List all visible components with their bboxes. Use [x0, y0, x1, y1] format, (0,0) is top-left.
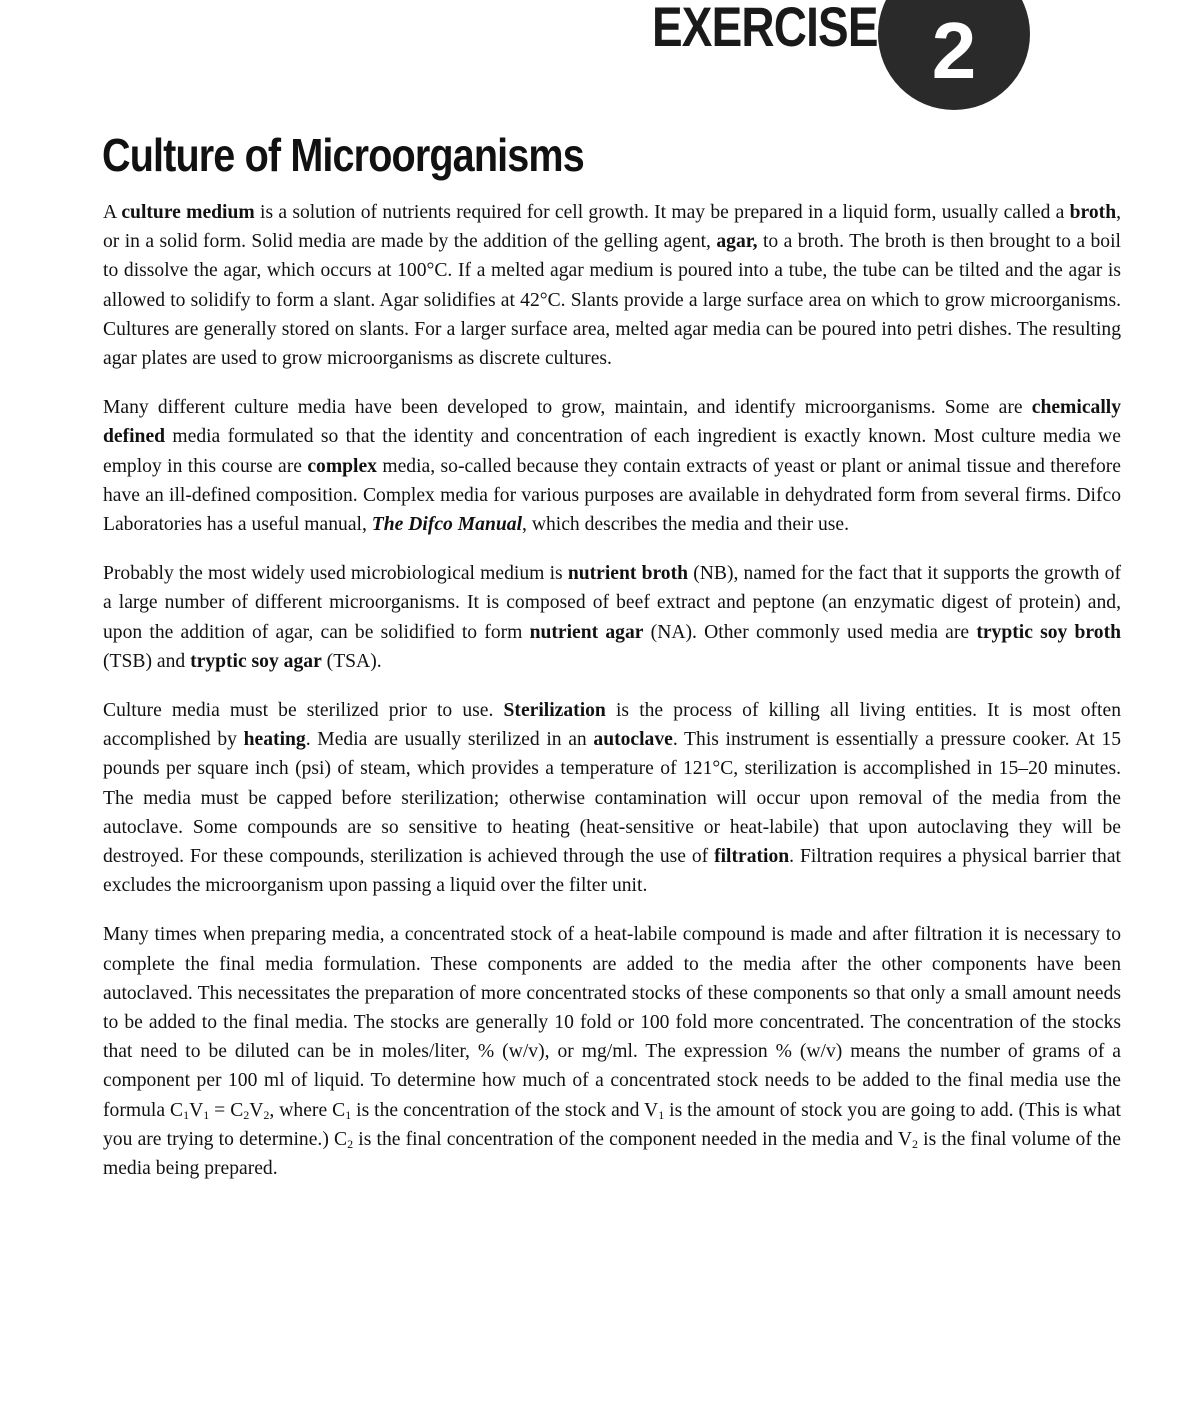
subscript: 2 [243, 1107, 250, 1122]
text: . This instrument is essentially a pressure cooker. At 15 pounds per square inch (psi) of steam, which provides a temperature of 121°C, sterilization is accomplished in 15–20 minutes. The media must be capped before sterilization; otherwise contamination will occur upon removal of the media from the autoclave. Some compounds are so sensitive to heating (heat-sensitive or heat-labile) that upon autoclaving they will be destroyed. For these compounds, sterilization is achieved through the use of [103, 729, 1121, 868]
paragraph-culture-medium [103, 198, 1121, 373]
text: Many different culture media have been developed to grow, maintain, and identify microorganisms. Some are [103, 397, 1032, 419]
symbol-c: C [332, 1099, 346, 1121]
text: is the process of killing all living entities. It is most often accomplished by [103, 700, 1121, 751]
text: , which describes the media and their use. [522, 514, 850, 536]
term-nutrient-broth: nutrient broth [567, 563, 689, 585]
text: media, so-called because they contain extracts of yeast or plant or animal tissue and therefore have an ill-defined composition. Complex media for various purposes are available in dehydrated form from several firms. Difco Laboratories has a useful manual, [103, 455, 1121, 536]
text: (TSA). [321, 650, 382, 672]
exercise-number-badge: 2 [878, 0, 1030, 110]
text: is the final concentration of the component needed in the media and [353, 1128, 898, 1150]
text: , where [269, 1099, 333, 1121]
text: . Filtration requires a physical barrier that excludes the microorganism upon passing a liquid over the filter unit. [103, 846, 1121, 897]
paragraph-media-types [103, 393, 1121, 539]
text: media formulated so that the identity and concentration of each ingredient is exactly known. Most culture media we employ in this course are [103, 426, 1121, 477]
text: Probably the most widely used microbiological medium is [103, 563, 568, 585]
formula-c: C [230, 1099, 244, 1121]
term-tryptic-soy-agar: tryptic soy agar [190, 650, 322, 672]
subscript: 2 [911, 1136, 918, 1151]
text: Culture media must be sterilized prior to use. [103, 700, 504, 722]
symbol-v: V [897, 1128, 912, 1150]
formula-v: V [189, 1099, 204, 1121]
term-filtration: filtration [714, 846, 790, 868]
text: (NB), named for the fact that it supports the growth of a large number of different microorganisms. It is composed of beef extract and peptone (an enzymatic digest of protein) and, upon the addition of agar, can be solidified to form [103, 563, 1121, 643]
subscript: 1 [203, 1107, 210, 1122]
text: . Media are usually sterilized in an [305, 729, 594, 751]
body-text [103, 198, 1121, 1203]
formula-v: V [249, 1099, 264, 1121]
term-agar: agar, [716, 231, 758, 253]
text: is the final volume of the media being prepared. [103, 1128, 1122, 1180]
paragraph-nutrient-broth [103, 559, 1121, 676]
paragraph-sterilization [103, 696, 1121, 900]
subscript: 2 [347, 1136, 354, 1151]
term-autoclave: autoclave [593, 729, 673, 751]
exercise-label: EXERCISE [652, 0, 878, 58]
term-broth: broth [1069, 202, 1117, 223]
term-culture-medium: culture medium [121, 202, 255, 223]
symbol-c: C [334, 1128, 348, 1150]
term-heating: heating [243, 729, 306, 751]
text: is the concentration of the stock and [351, 1099, 645, 1121]
formula [170, 1100, 269, 1121]
text: Many times when preparing media, a concentrated stock of a heat-labile compound is made and after filtration it is necessary to complete the final media formulation. These components are added to the media after the other components have been autoclaved. This necessitates the preparation of more concentrated stocks of these components so that only a small amount needs to be added to the final media. The stocks are generally 10 fold or 100 fold more concentrated. The concentration of the stocks that need to be diluted can be in moles/liter, % (w/v), or mg/ml. The expression % (w/v) means the number of grams of a component per 100 ml of liquid. To determine how much of a concentrated stock needs to be added to the final media use the formula [103, 924, 1121, 1121]
term-sterilization: Sterilization [503, 700, 606, 722]
difco-manual-title: The Difco Manual [371, 514, 523, 536]
term-complex: complex [307, 455, 377, 477]
text: A [103, 202, 122, 223]
page-title: Culture of Microorganisms [102, 129, 584, 181]
subscript: 1 [658, 1107, 665, 1122]
subscript: 2 [263, 1107, 270, 1122]
term-tryptic-soy-broth: tryptic soy broth [976, 621, 1121, 643]
symbol-v: V [644, 1099, 659, 1121]
subscript: 1 [345, 1107, 352, 1122]
text: (TSB) and [103, 650, 191, 672]
text: to a broth. The broth is then brought to a boil to dissolve the agar, which occurs at 100°C. If a melted agar medium is poured into a tube, the tube can be tilted and the agar is allowed to solidify to form a slant. Agar solidifies at 42°C. Slants provide a large surface area on which to grow microorganisms. Cultures are generally stored on slants. For a larger surface area, melted agar media can be poured into petri dishes. The resulting agar plates are used to grow microorganisms as discrete cultures. [103, 231, 1121, 370]
formula-equals: = [209, 1099, 231, 1121]
text: (NA). Other commonly used media are [643, 621, 977, 643]
term-nutrient-agar: nutrient agar [529, 621, 644, 643]
text: is a solution of nutrients required for cell growth. It may be prepared in a liquid form, usually called a [254, 202, 1070, 223]
subscript: 1 [183, 1107, 190, 1122]
exercise-header [652, 0, 977, 95]
paragraph-stock-dilution [103, 920, 1121, 1183]
term-chemically-defined: chemically defined [103, 397, 1121, 448]
text: is the amount of stock you are going to add. (This is what you are trying to determine.) [103, 1099, 1121, 1150]
formula-c: C [169, 1099, 184, 1121]
text: , or in a solid form. Solid media are made by the addition of the gelling agent, [103, 202, 1122, 253]
